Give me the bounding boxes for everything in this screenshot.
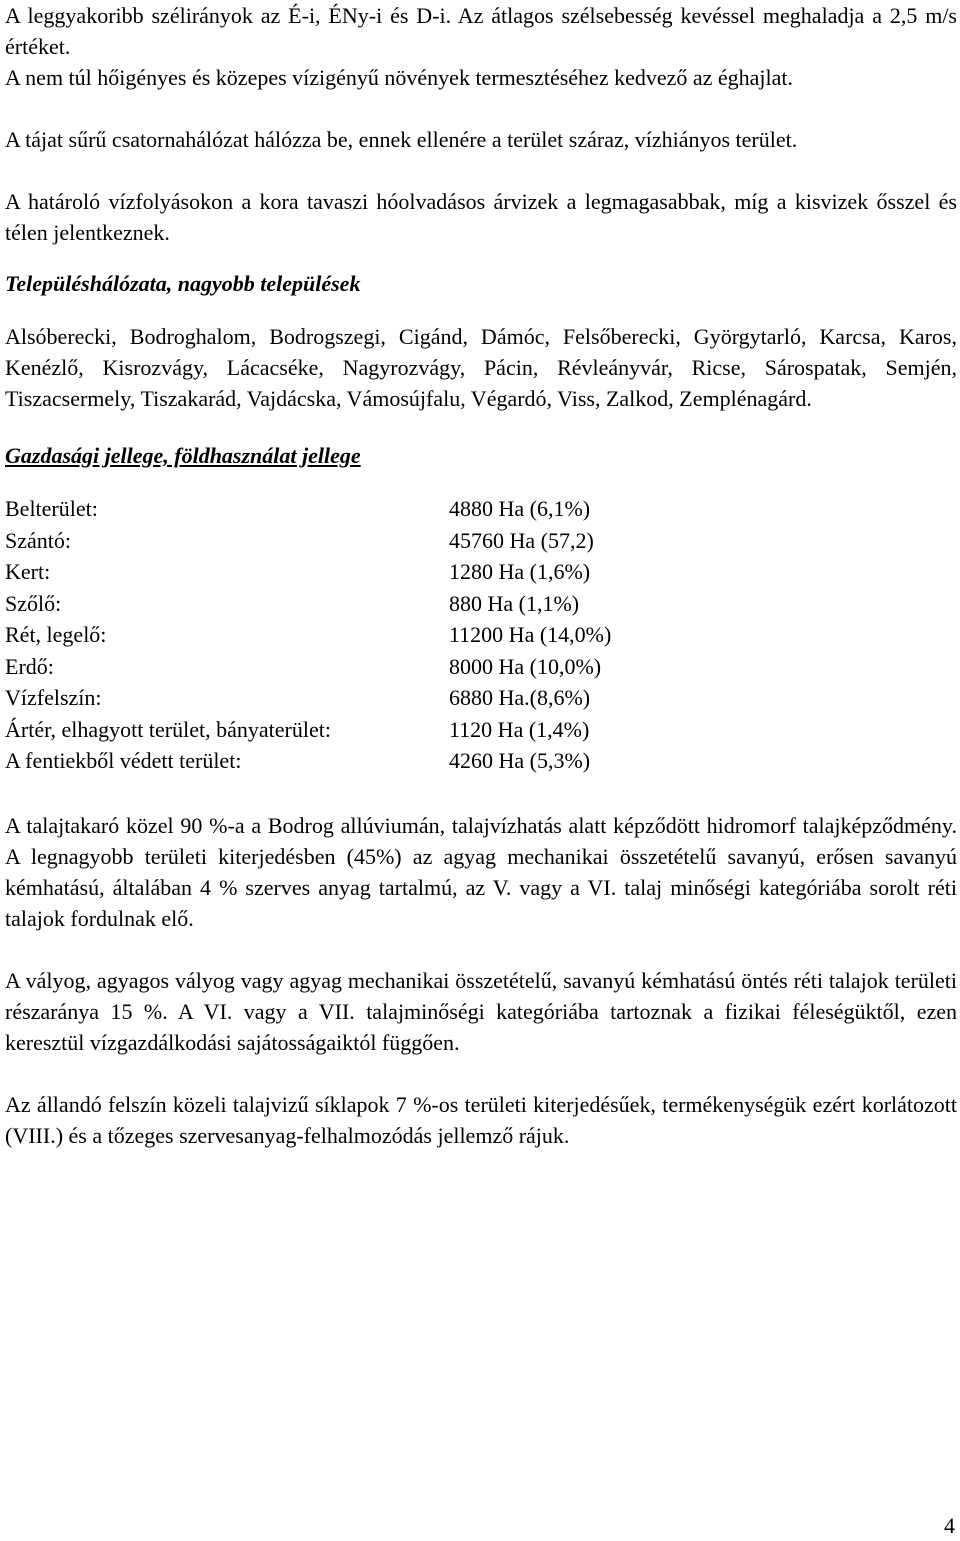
land-use-row xyxy=(5,525,957,557)
intro-paragraph-floods: A határoló vízfolyásokon a kora tavaszi hóolvadásos árvizek a legmagasabbak, míg a kisvizek ősszel és télen jelentkeznek. xyxy=(5,189,957,245)
land-use-label: A fentiekből védett terület: xyxy=(5,748,242,773)
land-use-label: Kert: xyxy=(5,559,51,584)
land-use-row xyxy=(5,493,957,525)
settlements-list: Alsóberecki, Bodroghalom, Bodrogszegi, Cigánd, Dámóc, Felsőberecki, Györgytarló, Karcsa, Karos, Kenézlő, Kisrozvágy, Lácacséke, Nagyrozvágy, Pácin, Révleányvár, Ricse, Sárospatak, Semjén, Tiszacsermely, Tiszakarád, Vajdácska, Vámosújfalu, Végardó, Viss, Zalkod, Zemplénagárd. xyxy=(5,324,957,411)
land-use-label: Ártér, elhagyott terület, bányaterület: xyxy=(5,716,331,742)
intro-paragraph-crops: A nem túl hőigényes és közepes vízigényű növények termesztéséhez kedvező az éghajlat. xyxy=(5,65,794,90)
land-use-label: Szőlő: xyxy=(5,590,62,616)
document-page xyxy=(5,0,957,1151)
land-use-value: 880 Ha (1,1%) xyxy=(449,590,580,616)
land-use-label: Belterület: xyxy=(5,496,98,521)
land-use-row xyxy=(5,745,957,777)
land-use-value: 1120 Ha (1,4%) xyxy=(449,716,590,742)
soil-paragraph-hydromorphic: A talajtakaró közel 90 %-a a Bodrog allúviumán, talajvízhatás alatt képződött hidromorf talajképződmény. A legnagyobb területi kiterjedésben (45%) az agyag mechanikai összetételű savanyú, erősen savanyú kémhatású, általában 4 % szerves anyag tartalmú, az V. vagy a VI. talaj minőségi kategóriába sorolt réti talajok fordulnak elő. xyxy=(5,812,957,931)
land-use-row xyxy=(5,588,957,620)
intro-paragraph-wind: A leggyakoribb szélirányok az É-i, ÉNy-i és D-i. Az átlagos szélsebesség kevéssel meghaladja a 2,5 m/s értéket. xyxy=(5,3,957,59)
settlements-heading: Településhálózata, nagyobb települések xyxy=(5,271,361,296)
land-use-value: 4880 Ha (6,1%) xyxy=(449,496,591,521)
land-use-row xyxy=(5,651,957,683)
land-use-value: 11200 Ha (14,0%) xyxy=(449,622,612,647)
land-use-value: 4260 Ha (5,3%) xyxy=(449,748,591,773)
land-use-label: Rét, legelő: xyxy=(5,622,107,647)
economy-heading: Gazdasági jellege, földhasználat jellege xyxy=(5,443,361,468)
intro-paragraph-canals: A tájat sűrű csatornahálózat hálózza be, ennek ellenére a terület száraz, vízhiányos terület. xyxy=(5,127,798,152)
land-use-value: 8000 Ha (10,0%) xyxy=(449,653,602,679)
land-use-label: Vízfelszín: xyxy=(5,685,102,710)
land-use-row xyxy=(5,714,957,746)
land-use-row xyxy=(5,682,957,714)
land-use-row xyxy=(5,619,957,651)
land-use-row xyxy=(5,556,957,588)
land-use-value: 1280 Ha (1,6%) xyxy=(449,559,591,584)
land-use-value: 6880 Ha.(8,6%) xyxy=(449,685,591,710)
page-number: 4 xyxy=(944,1513,955,1538)
land-use-value: 45760 Ha (57,2) xyxy=(449,527,594,553)
land-use-label: Erdő: xyxy=(5,653,54,679)
land-use-label: Szántó: xyxy=(5,527,71,553)
soil-paragraph-alluvial: A vályog, agyagos vályog vagy agyag mechanikai összetételű, savanyú kémhatású öntés réti talajok területi részaránya 15 %. A VI. vagy a VII. talajminőségi kategóriába tartoznak a fizikai féleségüktől, ezen keresztül vízgazdálkodási sajátosságaiktól függően. xyxy=(5,967,957,1055)
land-use-table xyxy=(5,493,957,777)
soil-paragraph-groundwater: Az állandó felszín közeli talajvizű síklapok 7 %-os területi kiterjedésűek, termékenységük ezért korlátozott (VIII.) és a tőzeges szervesanyag-felhalmozódás jellemző rájuk. xyxy=(5,1091,957,1148)
